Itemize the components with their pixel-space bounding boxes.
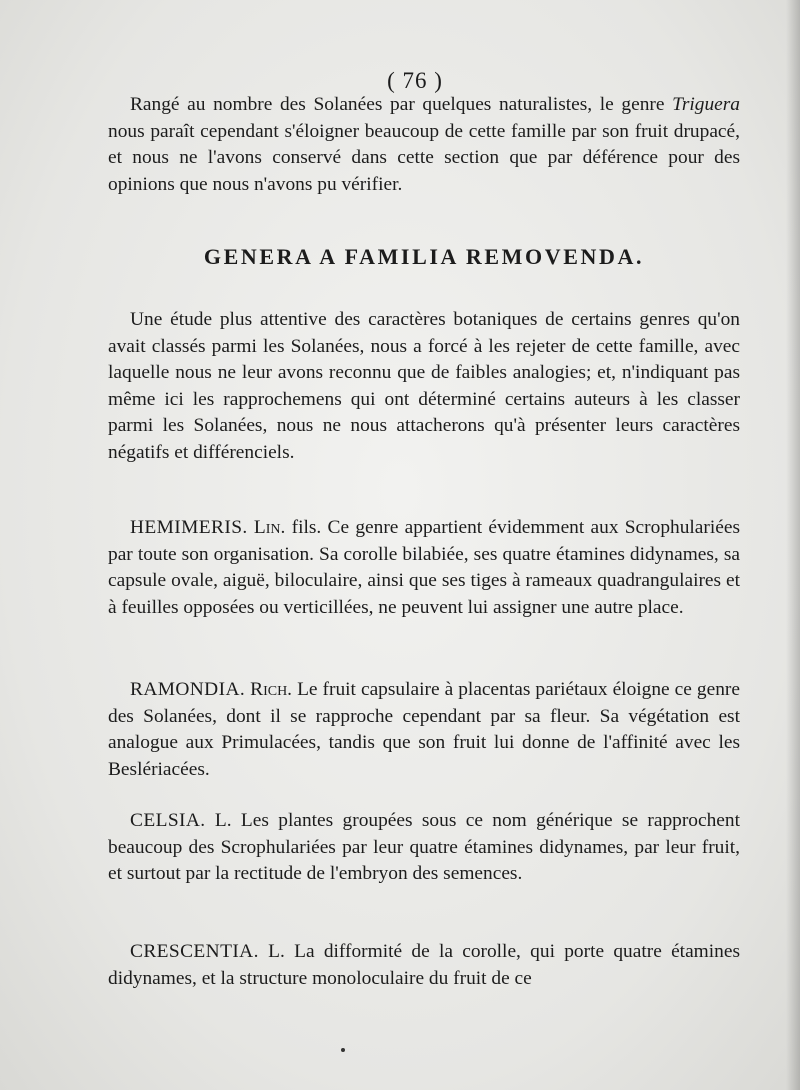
page-edge-shadow xyxy=(786,0,800,1090)
entry-author: L. xyxy=(268,941,285,962)
entry-text: Le fruit capsulaire à placentas pariétaux éloigne ce genre des Solanées, dont il se rapproche cependant par sa fleur. Sa végétation est analogue aux Primulacées, tandis que son fruit lui donne de l'affinité avec les Beslériacées. xyxy=(108,679,740,780)
entry-celsia xyxy=(108,808,740,888)
entry-hemimeris xyxy=(108,515,740,621)
entry-name: RAMONDIA. xyxy=(130,679,246,700)
intro-genus: Triguera xyxy=(672,94,740,115)
entry-author: L. xyxy=(214,810,232,831)
entry-text: Les plantes groupées sous ce nom générique se rapprochent beaucoup des Scrophulariées par leur quatre étamines didynames, par leur fruit, et surtout par la rectitude de l'embryon des semences. xyxy=(108,810,740,885)
ink-speck xyxy=(341,1048,345,1052)
intro-paragraph xyxy=(108,92,740,198)
entry-text: La difformité de la corolle, qui porte quatre étamines didynames, et la structure monoloculaire du fruit de ce xyxy=(108,941,740,989)
section-heading: GENERA A FAMILIA REMOVENDA. xyxy=(203,244,645,269)
entry-author-suffix: fils. xyxy=(285,517,322,538)
entry-name: CELSIA. xyxy=(130,810,206,831)
entry-author: Rich. xyxy=(250,679,293,700)
entry-text: Ce genre appartient évidemment aux Scrophulariées par toute son organisation. Sa corolle bilabiée, ses quatre étamines didynames, sa capsule ovale, aiguë, biloculaire, ainsi que ses tiges à rameaux quadrangulaires et à feuilles opposées ou verticillées, ne peuvent lui assigner une autre place. xyxy=(108,517,740,618)
intro-rest: nous paraît cependant s'éloigner beaucoup de cette famille par son fruit drupacé, et nous ne l'avons conservé dans cette section que par déférence pour des opinions que nous n'avons pu vérifier. xyxy=(108,120,740,195)
intro-prefix: Rangé au nombre des Solanées par quelques naturalistes, le genre xyxy=(130,94,673,115)
general-paragraph: Une étude plus attentive des caractères botaniques de certains genres qu'on avait classés parmi les Solanées, nous a forcé à les rejeter de cette famille, avec laquelle nous ne leur avons reconnu que de faibles analogies; et, n'indiquant pas même ici les rapprochemens qui ont déterminé certains auteurs à les classer parmi les Solanées, nous ne nous attacherons qu'à présenter leurs caractères négatifs et différenciels. xyxy=(108,309,740,463)
entry-name: HEMIMERIS. xyxy=(130,517,248,538)
entry-author: Lin. xyxy=(253,517,286,538)
entry-name: CRESCENTIA. xyxy=(130,941,259,962)
entry-crescentia xyxy=(108,939,740,992)
page-number: ( 76 ) xyxy=(387,68,443,93)
entry-ramondia xyxy=(108,677,740,783)
